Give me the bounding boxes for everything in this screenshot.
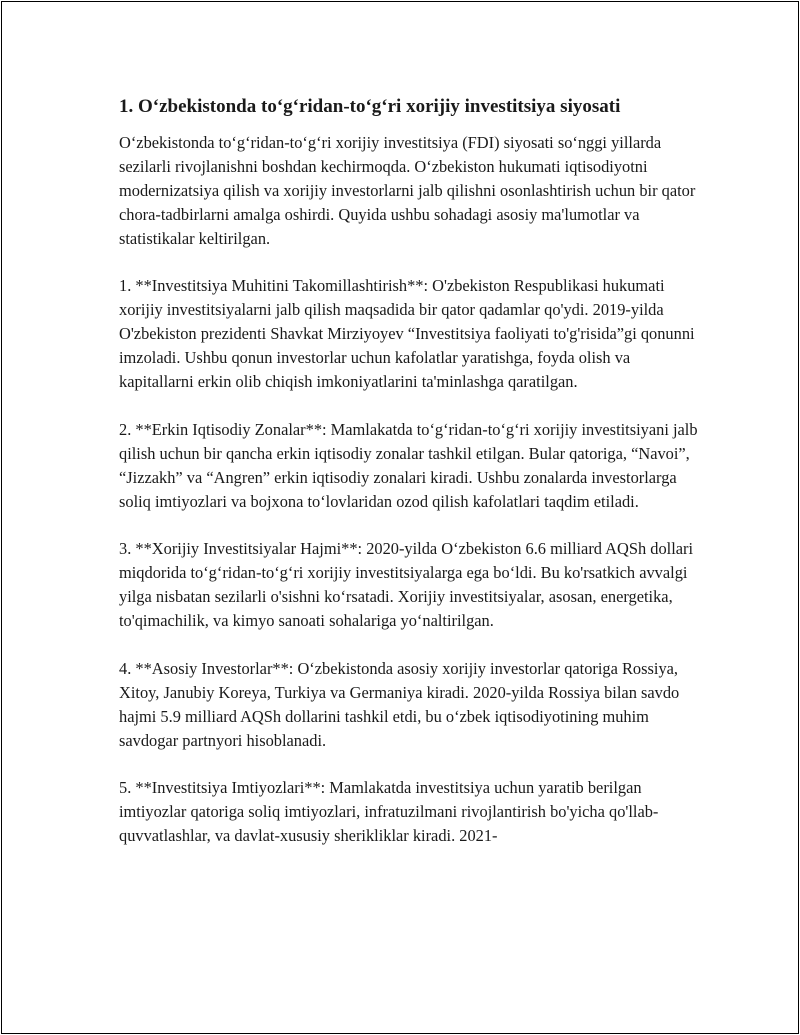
- paragraph-investment-incentives: 5. **Investitsiya Imtiyozlari**: Mamlakatda investitsiya uchun yaratib berilgan imtiyozlar qatoriga soliq imtiyozlari, infratuzilmani rivojlantirish bo'yicha qo'llab-quvvatlashlar, va davlat-xususiy sherikliklar kiradi. 2021-: [119, 778, 659, 846]
- document-page: [1, 1, 799, 1034]
- section-heading: 1. O‘zbekistonda to‘g‘ridan-to‘g‘ri xorijiy investitsiya siyosati: [119, 96, 621, 117]
- paragraph-investment-environment: 1. **Investitsiya Muhitini Takomillashtirish**: O'zbekiston Respublikasi hukumati xorijiy investitsiyalarni jalb qilish maqsadida bir qator qadamlar qo'ydi. 2019-yilda O'zbekiston prezidenti Shavkat Mirziyoyev “Investitsiya faoliyati to'g'risida”gi qonunni imzoladi. Ushbu qonun investorlar uchun kafolatlar yaratishga, foyda olish va kapitallarni erkin olib chiqish imkoniyatlarini ta'minlashga qaratilgan.: [119, 276, 695, 392]
- paragraph-free-economic-zones: 2. **Erkin Iqtisodiy Zonalar**: Mamlakatda to‘g‘ridan-to‘g‘ri xorijiy investitsiyani jalb qilish uchun bir qancha erkin iqtisodiy zonalar tashkil etilgan. Bular qatoriga, “Navoi”, “Jizzakh” va “Angren” erkin iqtisodiy zonalari kiradi. Ushbu zonalarda investorlarga soliq imtiyozlari va bojxona to‘lovlaridan ozod qilish kafolatlari taqdim etiladi.: [119, 419, 698, 511]
- document-body: [119, 94, 699, 872]
- intro-paragraph: O‘zbekistonda to‘g‘ridan-to‘g‘ri xorijiy investitsiya (FDI) siyosati so‘nggi yillarda sezilarli rivojlanishni boshdan kechirmoqda. O‘zbekiston hukumati iqtisodiyotni modernizatsiya qilish va xorijiy investorlarni jalb qilishni osonlashtirish uchun bir qator chora-tadbirlarni amalga oshirdi. Quyida ushbu sohadagi asosiy ma'lumotlar va statistikalar keltirilgan.: [119, 133, 696, 248]
- paragraph-investment-volume: 3. **Xorijiy Investitsiyalar Hajmi**: 2020-yilda O‘zbekiston 6.6 milliard AQSh dollari miqdorida to‘g‘ridan-to‘g‘ri xorijiy investitsiyalarga ega bo‘ldi. Bu ko'rsatkich avvalgi yilga nisbatan sezilarli o'sishni ko‘rsatadi. Xorijiy investitsiyalar, asosan, energetika, to'qimachilik, va kimyo sanoati sohalariga yo‘naltirilgan.: [119, 539, 694, 631]
- paragraph-main-investors: 4. **Asosiy Investorlar**: O‘zbekistonda asosiy xorijiy investorlar qatoriga Rossiya, Xitoy, Janubiy Koreya, Turkiya va Germaniya kiradi. 2020-yilda Rossiya bilan savdo hajmi 5.9 milliard AQSh dollarini tashkil etdi, bu o‘zbek iqtisodiyotining muhim savdogar partnyori hisoblanadi.: [119, 658, 680, 750]
